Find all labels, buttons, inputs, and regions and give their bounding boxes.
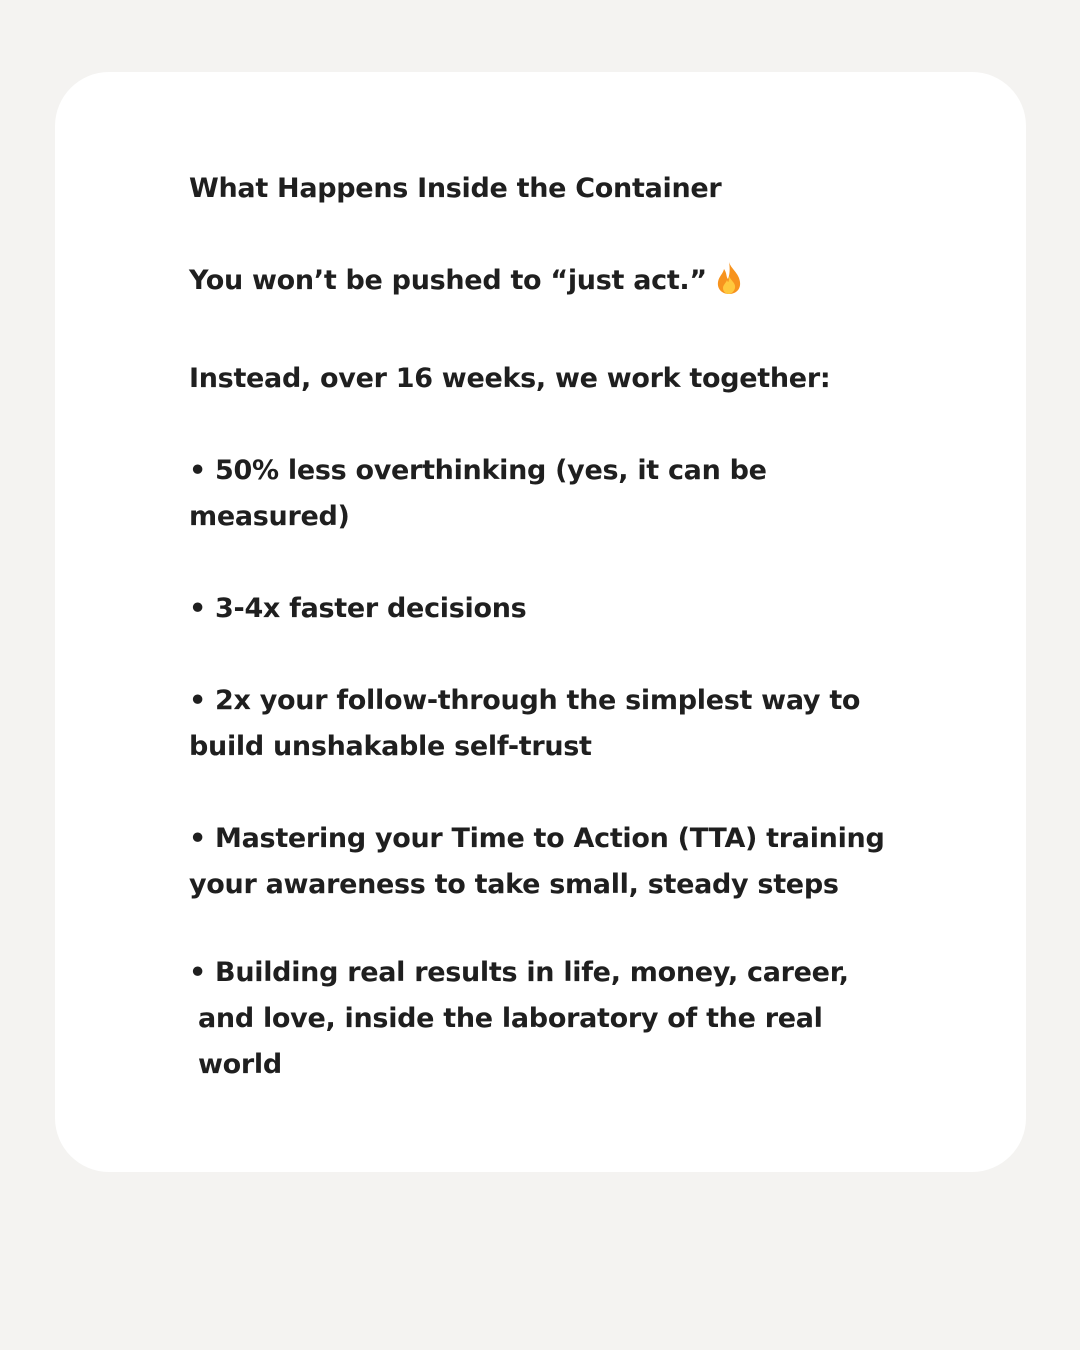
bullet-1-line-1: • 50% less overthinking (yes, it can be	[189, 455, 767, 486]
bullet-1-line-2: measured)	[189, 501, 350, 532]
bullet-5-line-2: and love, inside the laboratory of the real	[198, 1003, 823, 1034]
lead-line: Instead, over 16 weeks, we work together:	[189, 363, 831, 394]
bullet-5-line-1: • Building real results in life, money, career,	[189, 957, 849, 988]
bullet-5-line-3: world	[198, 1049, 282, 1080]
bullet-3-line-2: build unshakable self-trust	[189, 731, 592, 762]
bullet-2-line-1: • 3-4x faster decisions	[189, 593, 527, 624]
fire-icon	[713, 261, 745, 310]
heading: What Happens Inside the Container	[189, 173, 722, 204]
intro-line	[189, 258, 934, 310]
intro-text: You won’t be pushed to “just act.”	[189, 265, 707, 296]
bullet-4-line-2: your awareness to take small, steady steps	[189, 869, 839, 900]
post-body	[189, 166, 934, 1088]
bullet-3-line-1: • 2x your follow-through the simplest way to	[189, 685, 861, 716]
bullet-4-line-1: • Mastering your Time to Action (TTA) training	[189, 823, 885, 854]
